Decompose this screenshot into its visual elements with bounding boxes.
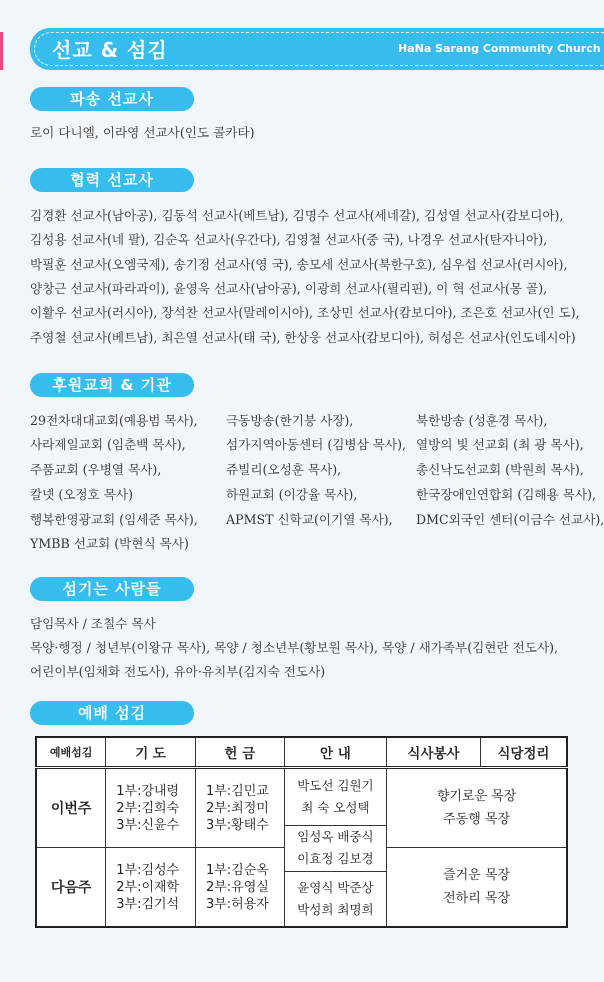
prayer-cell [106,768,196,848]
offering-name: 2부:최정미 [205,800,269,816]
guide-cell [284,871,387,927]
guide-names: 박도선 김원기 [297,778,374,794]
offering-name: 3부:황태수 [205,817,269,833]
supporter-entry: APMST 신학교(이기열 목사), [226,512,393,527]
prayer-name: 2부:김희숙 [116,800,180,816]
supporter-entry: YMBB 선교회 (박현식 목사) [30,536,189,551]
meal-group: 향기로운 목장 [436,789,517,805]
offering-name: 3부:허용자 [205,896,269,912]
dispatched-missionaries-heading: 파송 선교사 [30,87,194,111]
partner-missionaries-line: 이활우 선교사(러시아), 장석찬 선교사(말레이시아), 조상민 선교사(캄보디아), 조은호 선교사(인 도), [30,305,580,320]
supporter-entry: 북한방송 (성훈경 목사), [416,413,548,428]
guide-names: 이효정 김보경 [297,851,374,867]
supporter-entry: 하원교회 (이강율 목사), [226,487,358,502]
offering-name: 2부:유영실 [205,879,269,895]
guide-names: 임성옥 배중식 [297,829,374,845]
supporter-entry: 쥬빌리(오성훈 목사), [226,462,342,477]
supporter-entry: 섬가지역아동센터 (김병삼 목사), [226,437,406,452]
column-header: 안 내 [284,737,387,768]
meal-service-cell [387,848,567,927]
guide-names: 윤영식 박준상 [297,879,374,895]
supporter-entry: 열방의 빛 선교회 (최 광 목사), [416,437,584,452]
servers-heading: 섬기는 사람들 [30,577,194,601]
column-header: 예배섬김 [36,737,106,768]
supporter-entry: 칼넷 (오정호 목사) [30,487,133,502]
prayer-name: 3부:김기석 [116,896,180,912]
guide-cell [284,768,387,826]
column-header: 식당정리 [480,737,567,768]
supporter-entry: 행복한영광교회 (임세준 목사), [30,512,198,527]
prayer-name: 2부:이재학 [116,879,180,895]
partner-missionaries-line: 주영철 선교사(베트남), 최은열 선교사(태 국), 한상웅 선교사(캄보디아), 허성은 선교사(인도네시아) [30,330,576,345]
servers-line: 목양·행정 / 청년부(이왕규 목사), 목양 / 청소년부(황보원 목사), 목양 / 새가족부(김현란 전도사), [30,640,559,655]
prayer-name: 3부:신윤수 [116,817,180,833]
prayer-name: 1부:강내령 [116,783,180,799]
partner-missionaries-line: 김성용 선교사(네 팔), 김순옥 선교사(우간다), 김영철 선교사(중 국), 나경우 선교사(탄자니아), [30,232,548,247]
page-title: 선교 & 섬김 [52,38,168,62]
worship-service-table [35,736,568,928]
church-name: HaNa Sarang Community Church [398,42,601,55]
servers-line: 어린이부(임채화 전도사), 유아·유치부(김지숙 전도사) [30,664,326,679]
supporter-entry: 한국장애인연합회 (김해용 목사), [416,487,596,502]
supporter-entry: 29전차대대교회(예용범 목사), [30,413,198,428]
row-label-this-week: 이번주 [36,768,106,848]
meal-group: 즐거운 목장 [443,868,511,884]
guide-names: 박성희 최명희 [297,901,374,917]
supporter-entry: 극동방송(한기붕 사장), [226,413,354,428]
meal-service-cell [387,768,567,848]
offering-cell [195,848,284,927]
prayer-cell [106,848,196,927]
supporter-entry: 총신낙도선교회 (박원희 목사), [416,462,584,477]
partner-missionaries-line: 박필훈 선교사(오엠국제), 송기정 선교사(영 국), 송모세 선교사(북한구호), 심우섭 선교사(러시아), [30,257,568,272]
offering-name: 1부:김순옥 [205,862,269,878]
column-header: 기 도 [106,737,196,768]
servers-line: 담임목사 / 조칠수 목사 [30,616,156,631]
meal-group: 주동행 목장 [443,812,511,828]
column-header: 헌 금 [195,737,284,768]
table-row [36,768,567,826]
supporting-churches-heading: 후원교회 & 기관 [30,373,194,397]
column-header: 식사봉사 [387,737,481,768]
partner-missionaries-line: 김경환 선교사(남아공), 김동석 선교사(베트남), 김명수 선교사(세네갈), 김성열 선교사(캄보디아), [30,208,564,223]
supporter-entry: 사라제일교회 (임춘백 목사), [30,437,186,452]
meal-group: 전하리 목장 [443,891,511,907]
worship-service-heading: 예배 섬김 [30,701,194,725]
partner-missionaries-line: 양창근 선교사(파라과이), 윤영욱 선교사(남아공), 이광희 선교사(필리핀), 이 혁 선교사(몽 골), [30,281,548,296]
supporter-entry: 주품교회 (우병열 목사), [30,462,162,477]
dispatched-missionaries-line: 로이 다니엘, 이라영 선교사(인도 콜카타) [30,125,255,140]
prayer-name: 1부:김성수 [116,862,180,878]
row-label-next-week: 다음주 [36,848,106,927]
page-edge-marker [0,32,3,70]
partner-missionaries-heading: 협력 선교사 [30,168,194,192]
guide-names: 최 숙 오성택 [301,800,370,816]
table-header-row [36,737,567,768]
offering-name: 1부:김민교 [205,783,269,799]
section-banner [30,28,604,70]
offering-cell [195,768,284,848]
supporter-entry: DMC외국인 센터(이금수 선교사), [416,512,604,527]
guide-shared-cell [284,826,387,872]
